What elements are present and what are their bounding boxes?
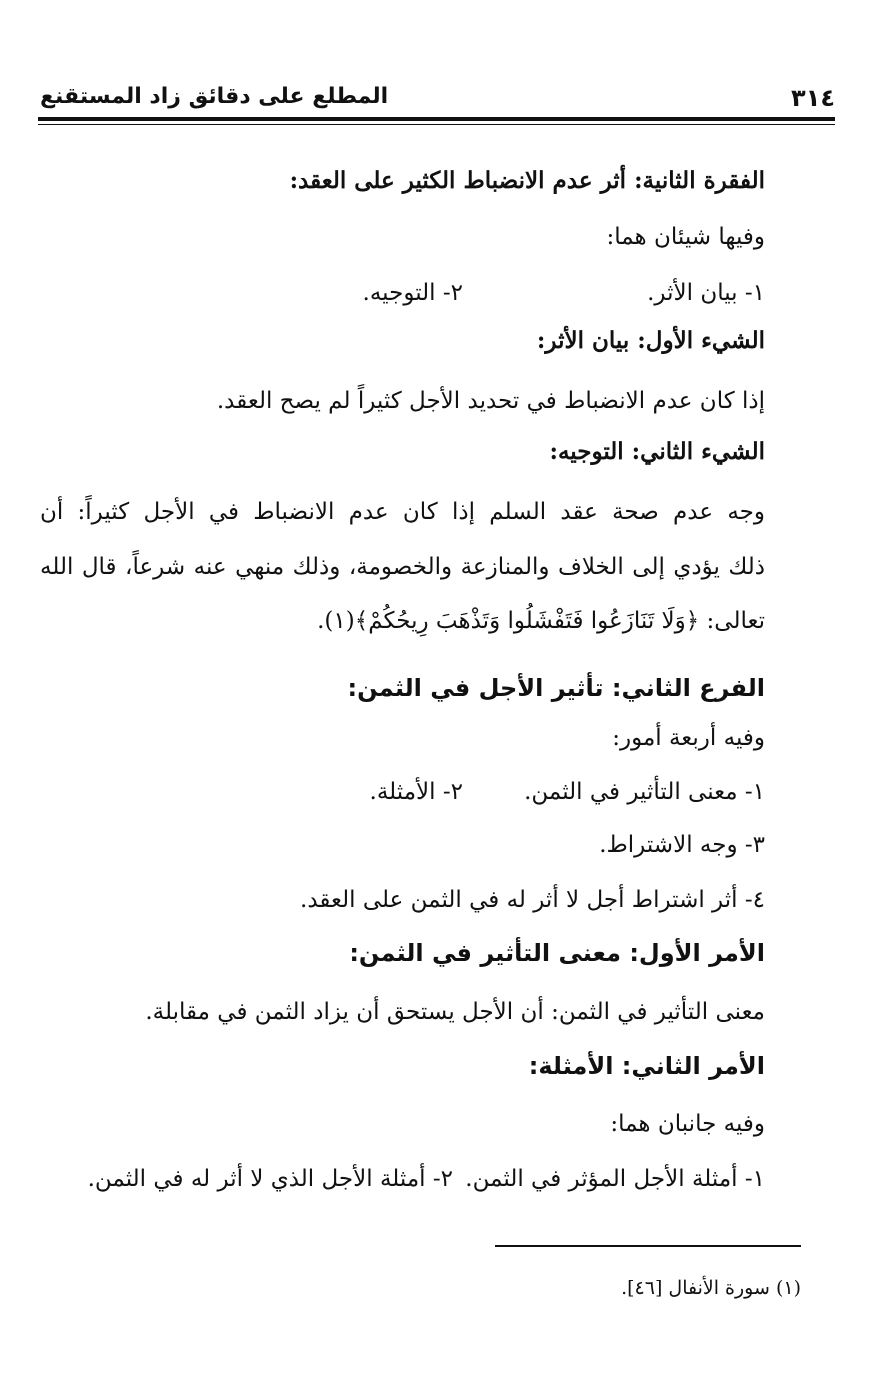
list-item: ٢- التوجيه. xyxy=(362,280,463,306)
intro-line: وفيها شيئان هما: xyxy=(606,224,765,250)
header-rule-thin xyxy=(38,124,835,125)
intro-line: وفيه جانبان هما: xyxy=(610,1111,765,1137)
list-item: ١- بيان الأثر. xyxy=(647,280,765,306)
paragraph-line: ذلك يؤدي إلى الخلاف والمنازعة والخصومة، وذلك منهي عنه شرعاً، قال الله xyxy=(40,554,765,580)
branch-heading: الفرع الثاني: تأثير الأجل في الثمن: xyxy=(347,674,765,702)
running-title: المطلع على دقائق زاد المستقنع xyxy=(40,84,389,109)
list-item: ١- معنى التأثير في الثمن. xyxy=(524,779,765,805)
paragraph-line: إذا كان عدم الانضباط في تحديد الأجل كثيراً لم يصح العقد. xyxy=(216,388,765,414)
section-heading: الأمر الثاني: الأمثلة: xyxy=(528,1052,765,1080)
section-heading: الشيء الأول: بيان الأثر: xyxy=(536,327,765,354)
footnote: (١) سورة الأنفال [٤٦]. xyxy=(621,1277,801,1299)
list-item: ٢- أمثلة الأجل الذي لا أثر له في الثمن. xyxy=(87,1166,453,1192)
list-item: ١- أمثلة الأجل المؤثر في الثمن. xyxy=(465,1166,765,1192)
section-heading: الأمر الأول: معنى التأثير في الثمن: xyxy=(349,939,765,967)
paragraph-line: معنى التأثير في الثمن: أن الأجل يستحق أن يزاد الثمن في مقابلة. xyxy=(145,999,765,1025)
quran-verse-line: تعالى: ﴿وَلَا تَنَازَعُوا فَتَفْشَلُوا وَتَذْهَبَ رِيحُكُمْ﴾(١). xyxy=(317,608,765,634)
section-heading: الشيء الثاني: التوجيه: xyxy=(549,438,765,465)
list-item: ٢- الأمثلة. xyxy=(369,779,463,805)
page-number: ٣١٤ xyxy=(791,84,835,112)
paragraph-line: وجه عدم صحة عقد السلم إذا كان عدم الانضباط في الأجل كثيراً: أن xyxy=(40,499,765,525)
intro-line: وفيه أربعة أمور: xyxy=(612,725,765,751)
list-item: ٤- أثر اشتراط أجل لا أثر له في الثمن على العقد. xyxy=(300,887,765,913)
section-heading: الفقرة الثانية: أثر عدم الانضباط الكثير على العقد: xyxy=(289,167,765,194)
footnote-separator xyxy=(495,1245,801,1247)
header-rule-thick xyxy=(38,117,835,121)
list-item: ٣- وجه الاشتراط. xyxy=(599,832,765,858)
